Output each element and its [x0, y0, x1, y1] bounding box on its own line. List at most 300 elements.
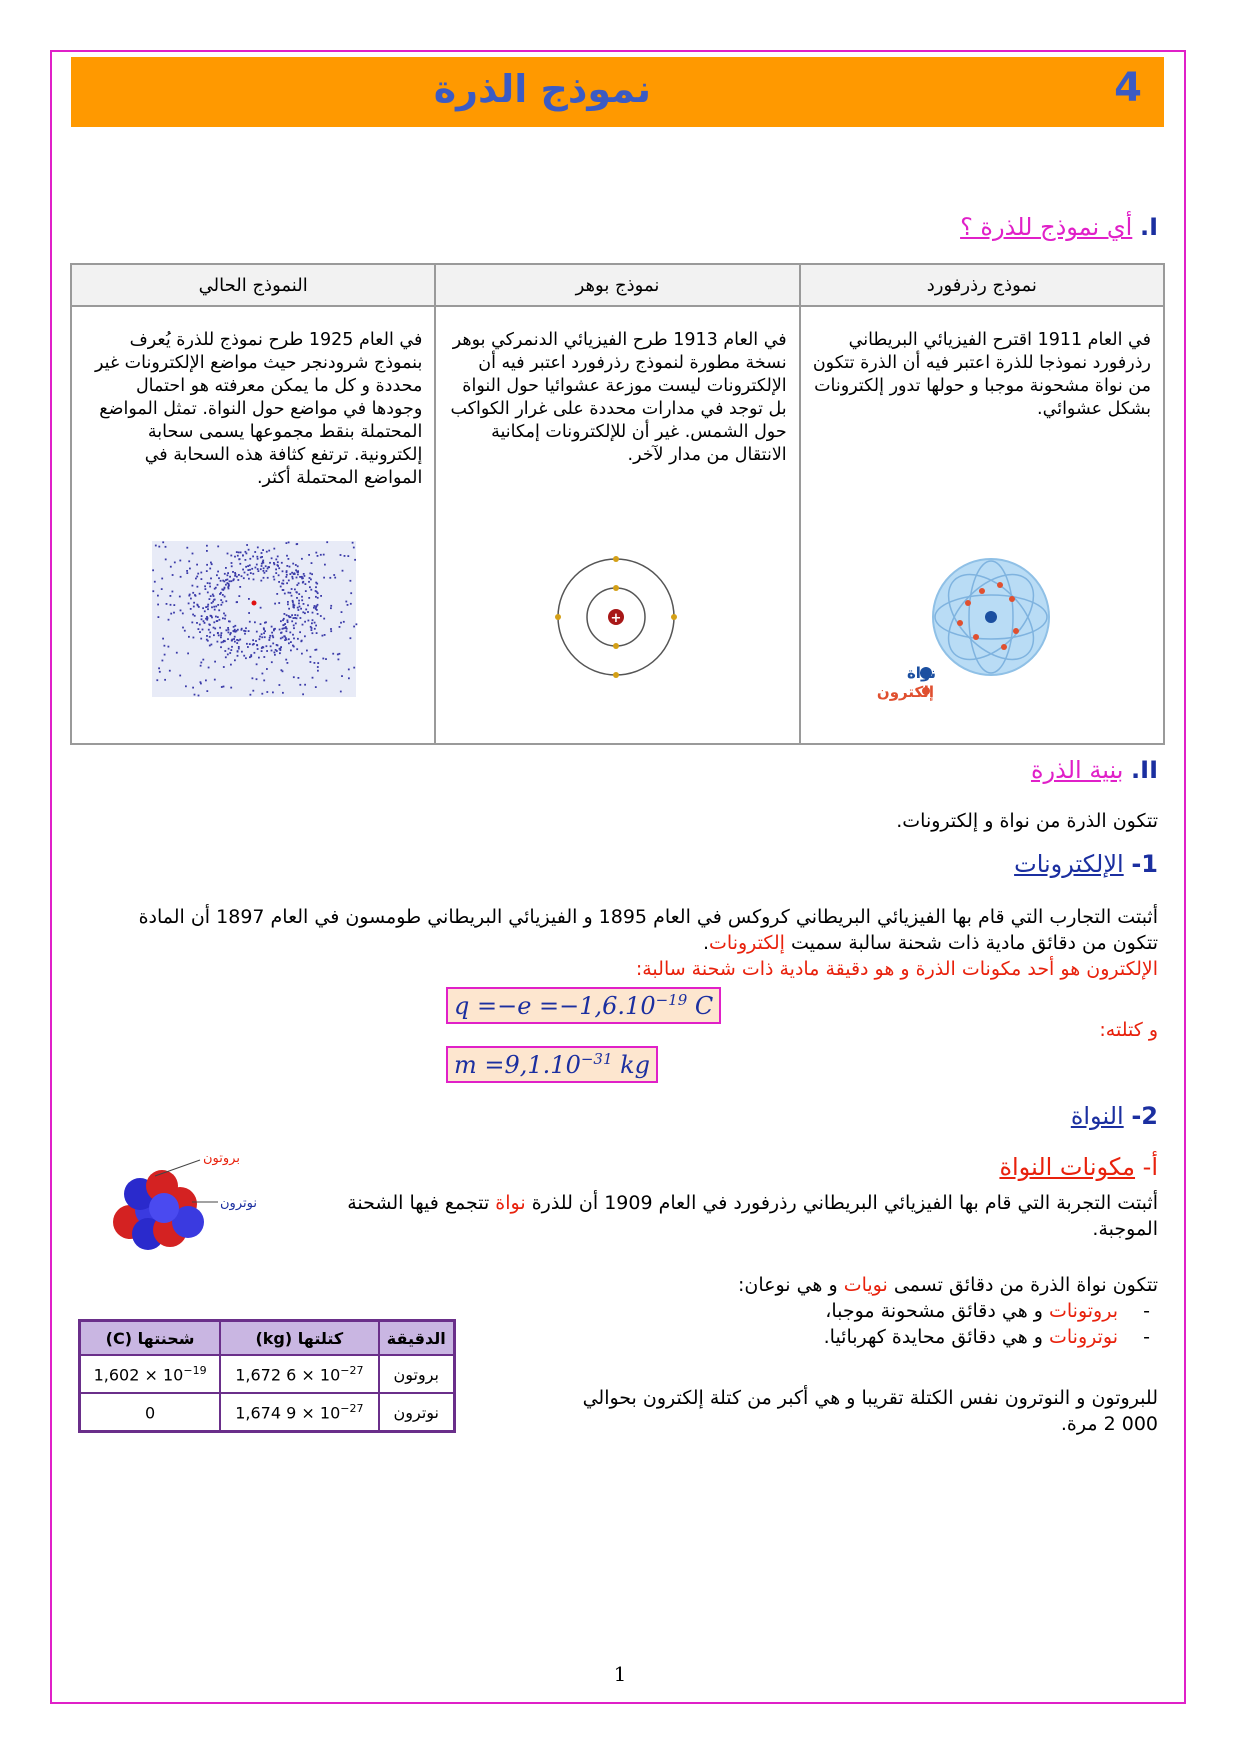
- cloud-dot: [272, 643, 274, 645]
- cloud-dot: [292, 563, 294, 565]
- cloud-dot: [180, 576, 182, 578]
- cloud-dot: [192, 553, 194, 555]
- cloud-dot: [237, 629, 239, 631]
- cloud-dot: [252, 677, 254, 679]
- cloud-dot: [245, 627, 247, 629]
- cloud-dot: [287, 603, 289, 605]
- cloud-dot: [250, 572, 252, 574]
- cloud-dot: [288, 615, 290, 617]
- cloud-dot: [308, 597, 310, 599]
- cloud-dot: [230, 687, 232, 689]
- cell-particle: نوترون: [379, 1393, 455, 1432]
- cloud-dot: [309, 586, 311, 588]
- cloud-dot: [236, 639, 238, 641]
- cloud-dot: [255, 567, 257, 569]
- cloud-dot: [206, 619, 208, 621]
- cloud-dot: [269, 562, 271, 564]
- cloud-dot: [159, 671, 161, 673]
- cloud-dot: [166, 603, 168, 605]
- cloud-dot: [211, 606, 213, 608]
- cloud-dot: [299, 606, 301, 608]
- cloud-dot: [320, 595, 322, 597]
- cloud-dot: [208, 629, 210, 631]
- cloud-dot: [252, 556, 254, 558]
- cloud-dot: [279, 648, 281, 650]
- cloud-dot: [261, 633, 263, 635]
- cloud-dot: [286, 570, 288, 572]
- cloud-dot: [234, 636, 236, 638]
- cloud-dot: [164, 645, 166, 647]
- cloud-dot: [221, 632, 223, 634]
- cloud-dot: [280, 638, 282, 640]
- cloud-dot: [312, 612, 314, 614]
- cloud-dot: [253, 579, 255, 581]
- cloud-dot: [292, 578, 294, 580]
- cloud-dot: [308, 620, 310, 622]
- cloud-dot: [322, 635, 324, 637]
- cloud-dot: [298, 582, 300, 584]
- cloud-dot: [228, 648, 230, 650]
- current-model-text: في العام 1925 طرح نموذج للذرة يُعرف بنموذج شرودنجر حيث مواضع الإلكترونات غير محددة و كل ما يمكن معرفته هو احتمال وجودها في مواضع حول النواة. تمثل المواضع المحتملة بنقط مجموعها يسمى سحابة إلكترونية. ترتفع كثافة هذه السحابة في المواضع المحتملة أكثر.: [95, 330, 423, 488]
- cloud-dot: [224, 581, 226, 583]
- cloud-dot: [307, 611, 309, 613]
- cloud-dot: [314, 628, 316, 630]
- cloud-dot: [207, 582, 209, 584]
- section1-heading: I. أي نموذج للذرة ؟: [960, 213, 1158, 241]
- cloud-dot: [311, 622, 313, 624]
- cloud-dot: [261, 650, 263, 652]
- mass-label: و كتلته:: [1099, 1019, 1158, 1041]
- cloud-dot: [237, 579, 239, 581]
- cloud-dot: [288, 608, 290, 610]
- cloud-dot: [334, 577, 336, 579]
- cloud-dot: [209, 598, 211, 600]
- page-title: نموذج الذرة: [433, 67, 651, 111]
- cloud-dot: [210, 562, 212, 564]
- cloud-dot: [287, 662, 289, 664]
- cloud-dot: [165, 546, 167, 548]
- cloud-dot: [301, 558, 303, 560]
- cloud-dot: [266, 650, 268, 652]
- cloud-dot: [330, 628, 332, 630]
- cloud-dot: [222, 589, 224, 591]
- cloud-dot: [219, 627, 221, 629]
- cloud-dot: [332, 653, 334, 655]
- cloud-dot: [260, 580, 262, 582]
- cloud-dot: [274, 654, 276, 656]
- cloud-dot: [205, 588, 207, 590]
- cloud-dot: [263, 567, 265, 569]
- label-nucleus: نواة: [906, 664, 936, 682]
- cloud-dot: [317, 670, 319, 672]
- cloud-dot: [225, 579, 227, 581]
- cloud-dot: [235, 573, 237, 575]
- cloud-dot: [231, 565, 233, 567]
- cloud-dot: [297, 615, 299, 617]
- model-cell-rutherford: [800, 306, 1164, 744]
- cloud-dot: [206, 570, 208, 572]
- cloud-dot: [179, 675, 181, 677]
- th-particle: الدقيقة: [379, 1321, 455, 1356]
- cloud-dot: [206, 550, 208, 552]
- cloud-dot: [313, 607, 315, 609]
- electrons-paragraph: أثبتت التجارب التي قام بها الفيزيائي البريطاني كروكس في العام 1895 و الفيزيائي البريطاني طومسون في العام 1897 أن المادة تتكون من دقائق مادية ذات شحنة سالبة سميت إلكترونات.: [138, 906, 1158, 954]
- cloud-dot: [297, 574, 299, 576]
- cloud-dot: [304, 635, 306, 637]
- cloud-dot: [347, 555, 349, 557]
- cloud-dot: [182, 627, 184, 629]
- cloud-dot: [224, 596, 226, 598]
- cloud-dot: [227, 654, 229, 656]
- cloud-dot: [315, 596, 317, 598]
- cloud-dot: [248, 612, 250, 614]
- cloud-dot: [274, 603, 276, 605]
- cloud-dot: [179, 560, 181, 562]
- cloud-dot: [288, 638, 290, 640]
- cloud-dot: [220, 636, 222, 638]
- cloud-dot: [236, 642, 238, 644]
- cloud-dot: [288, 642, 290, 644]
- th-charge: شحنتها (C): [80, 1321, 221, 1356]
- cloud-dot: [155, 545, 157, 547]
- cloud-dot: [245, 559, 247, 561]
- cloud-dot: [304, 575, 306, 577]
- cloud-dot: [266, 691, 268, 693]
- cloud-dot: [300, 608, 302, 610]
- cloud-dot: [241, 575, 243, 577]
- cloud-dot: [296, 543, 298, 545]
- cloud-dot: [199, 624, 201, 626]
- nucleus-paragraph-1: أثبتت التجربة التي قام بها الفيزيائي البريطاني رذرفورد في العام 1909 أن للذرة نواة تتجمع فيها الشحنة الموجبة.: [347, 1192, 1158, 1240]
- cloud-dot: [314, 622, 316, 624]
- cloud-dot: [170, 595, 172, 597]
- cloud-dot: [294, 573, 296, 575]
- cloud-dot: [263, 577, 265, 579]
- title-banner: [71, 57, 1164, 127]
- chapter-number: 4: [1114, 65, 1142, 111]
- cloud-dot: [168, 646, 170, 648]
- cloud-dot: [217, 604, 219, 606]
- cloud-dot: [301, 599, 303, 601]
- cloud-dot: [286, 582, 288, 584]
- cell-charge: 0: [80, 1393, 221, 1432]
- cloud-dot: [301, 640, 303, 642]
- cloud-dot: [314, 605, 316, 607]
- cloud-dot: [187, 653, 189, 655]
- cloud-dot: [280, 620, 282, 622]
- cloud-dot: [263, 627, 265, 629]
- cloud-dot: [264, 622, 266, 624]
- cloud-dot: [192, 687, 194, 689]
- cloud-dot: [309, 577, 311, 579]
- cloud-dot: [289, 632, 291, 634]
- cloud-dot: [341, 675, 343, 677]
- cloud-dot: [308, 581, 310, 583]
- cloud-dot: [229, 621, 231, 623]
- cloud-dot: [273, 576, 275, 578]
- section2-intro: تتكون الذرة من نواة و إلكترونات.: [896, 810, 1158, 832]
- cloud-dot: [212, 594, 214, 596]
- label-electron: إلكترون: [876, 683, 934, 701]
- cloud-dot: [249, 564, 251, 566]
- cloud-dot: [316, 632, 318, 634]
- cloud-dot: [202, 659, 204, 661]
- cloud-dot: [288, 542, 290, 544]
- cloud-dot: [282, 570, 284, 572]
- cloud-dot: [282, 628, 284, 630]
- cloud-dot: [249, 643, 251, 645]
- cloud-dot: [227, 627, 229, 629]
- cloud-dot: [249, 621, 251, 623]
- cloud-dot: [200, 638, 202, 640]
- bohr-atom-image: [546, 547, 686, 687]
- charge-formula: $q =-e =-1,6.10^{-19}$ C: [446, 987, 721, 1024]
- cloud-dot: [337, 654, 339, 656]
- cloud-dot: [262, 646, 264, 648]
- cloud-dot: [225, 600, 227, 602]
- cloud-dot: [343, 621, 345, 623]
- cloud-dot: [262, 673, 264, 675]
- cloud-dot: [208, 667, 210, 669]
- cloud-dot: [304, 621, 306, 623]
- svg-text:+: +: [610, 611, 622, 626]
- cloud-dot: [169, 670, 171, 672]
- cloud-dot: [296, 571, 298, 573]
- cloud-dot: [218, 577, 220, 579]
- cloud-dot: [285, 576, 287, 578]
- cloud-dot: [298, 593, 300, 595]
- cloud-dot: [323, 577, 325, 579]
- cloud-dot: [210, 595, 212, 597]
- cloud-dot: [282, 589, 284, 591]
- cloud-dot: [250, 694, 252, 696]
- cloud-dot: [214, 609, 216, 611]
- cloud-dot: [266, 570, 268, 572]
- cloud-dot: [325, 658, 327, 660]
- cloud-dot: [186, 570, 188, 572]
- cloud-dot: [229, 580, 231, 582]
- cloud-dot: [249, 558, 251, 560]
- cloud-dot: [353, 667, 355, 669]
- cloud-dot: [342, 570, 344, 572]
- cloud-dot: [272, 635, 274, 637]
- cloud-dot: [229, 576, 231, 578]
- cloud-dot: [230, 555, 232, 557]
- cloud-dot: [315, 590, 317, 592]
- cloud-dot: [294, 589, 296, 591]
- cloud-dot: [249, 656, 251, 658]
- cloud-dot: [194, 615, 196, 617]
- cloud-dot: [297, 638, 299, 640]
- cloud-dot: [165, 559, 167, 561]
- cloud-dot: [304, 612, 306, 614]
- cloud-dot: [233, 631, 235, 633]
- cloud-dot: [259, 638, 261, 640]
- cloud-dot: [225, 584, 227, 586]
- cloud-dot: [292, 634, 294, 636]
- cloud-dot: [292, 600, 294, 602]
- cloud-dot: [211, 617, 213, 619]
- cloud-dot: [296, 591, 298, 593]
- cloud-dot: [204, 585, 206, 587]
- cloud-dot: [190, 608, 192, 610]
- section2-heading: II. بنية الذرة: [1030, 756, 1158, 784]
- cloud-dot: [170, 604, 172, 606]
- cloud-dot: [211, 563, 213, 565]
- cloud-dot: [239, 563, 241, 565]
- cloud-dot: [245, 566, 247, 568]
- cell-mass: 1,674 $9 \times 10^{-27}$: [220, 1393, 378, 1432]
- cloud-dot: [231, 580, 233, 582]
- cloud-dot: [326, 541, 328, 543]
- cloud-dot: [302, 581, 304, 583]
- cloud-dot: [272, 692, 274, 694]
- cloud-dot: [201, 578, 203, 580]
- cloud-dot: [303, 573, 305, 575]
- cloud-dot: [192, 614, 194, 616]
- nucleus-paragraph-3: للبروتون و النوترون نفس الكتلة تقريبا و هي أكبر من كتلة إلكترون بحوالي 000 2 مرة.: [582, 1387, 1158, 1435]
- cloud-dot: [278, 567, 280, 569]
- cloud-dot: [238, 558, 240, 560]
- cloud-dot: [158, 667, 160, 669]
- cloud-dot: [280, 586, 282, 588]
- cloud-dot: [217, 616, 219, 618]
- cloud-dot: [230, 649, 232, 651]
- cloud-dot: [215, 606, 217, 608]
- cloud-dot: [214, 588, 216, 590]
- cloud-dot: [228, 632, 230, 634]
- cloud-dot: [228, 585, 230, 587]
- cloud-dot: [217, 632, 219, 634]
- model-header-rutherford: نموذج رذرفورد: [800, 264, 1164, 306]
- cloud-dot: [310, 661, 312, 663]
- cloud-dot: [273, 548, 275, 550]
- cloud-dot: [286, 565, 288, 567]
- cloud-dot: [289, 566, 291, 568]
- cloud-dot: [281, 583, 283, 585]
- cloud-dot: [264, 636, 266, 638]
- cloud-dot: [267, 568, 269, 570]
- cloud-dot: [286, 542, 288, 544]
- cloud-dot: [279, 652, 281, 654]
- cloud-dot: [317, 666, 319, 668]
- cloud-dot: [236, 601, 238, 603]
- cloud-dot: [230, 664, 232, 666]
- cloud-dot: [301, 596, 303, 598]
- cloud-dot: [152, 590, 154, 592]
- cloud-dot: [222, 594, 224, 596]
- cloud-dot: [242, 569, 244, 571]
- cloud-dot: [310, 656, 312, 658]
- cloud-dot: [298, 609, 300, 611]
- cloud-dot: [260, 568, 262, 570]
- cloud-dot: [317, 597, 319, 599]
- cloud-dot: [263, 570, 265, 572]
- cloud-dot: [234, 625, 236, 627]
- cloud-dot: [276, 593, 278, 595]
- cloud-dot: [256, 678, 258, 680]
- cloud-dot: [253, 643, 255, 645]
- cloud-dot: [339, 626, 341, 628]
- cloud-dot: [323, 618, 325, 620]
- cloud-dot: [223, 666, 225, 668]
- cloud-dot: [333, 574, 335, 576]
- cloud-dot: [312, 619, 314, 621]
- cloud-dot: [278, 602, 280, 604]
- cloud-dot: [192, 585, 194, 587]
- cloud-dot: [211, 644, 213, 646]
- cloud-dot: [287, 620, 289, 622]
- cloud-dot: [282, 624, 284, 626]
- cloud-dot: [266, 668, 268, 670]
- cloud-dot: [353, 547, 355, 549]
- cloud-dot: [168, 619, 170, 621]
- cloud-dot: [279, 684, 281, 686]
- cloud-dot: [348, 677, 350, 679]
- cloud-dot: [241, 629, 243, 631]
- cloud-dot: [261, 693, 263, 695]
- page-number: 1: [613, 1662, 627, 1686]
- cloud-dot: [289, 592, 291, 594]
- cloud-dot: [248, 578, 250, 580]
- cloud-dot: [296, 648, 298, 650]
- cloud-dot: [221, 642, 223, 644]
- cloud-dot: [227, 572, 229, 574]
- cloud-dot: [218, 609, 220, 611]
- cloud-dot: [220, 646, 222, 648]
- cloud-dot: [186, 547, 188, 549]
- cloud-dot: [222, 617, 224, 619]
- cloud-dot: [193, 602, 195, 604]
- electrons-heading: 1- الإلكترونات: [1014, 850, 1158, 878]
- cloud-dot: [210, 578, 212, 580]
- cloud-dot: [249, 569, 251, 571]
- cloud-dot: [236, 551, 238, 553]
- cell-charge: $1,602 \times 10^{-19}$: [80, 1355, 221, 1393]
- cloud-dot: [217, 571, 219, 573]
- cloud-dot: [225, 615, 227, 617]
- cloud-dot: [213, 634, 215, 636]
- cloud-dot: [293, 676, 295, 678]
- cloud-dot: [214, 599, 216, 601]
- cloud-dot: [275, 649, 277, 651]
- cloud-dot: [246, 643, 248, 645]
- cloud-dot: [271, 557, 273, 559]
- cloud-dot: [209, 586, 211, 588]
- cloud-dot: [197, 573, 199, 575]
- bullet-protons: - بروتونات و هي دقائق مشحونة موجبا،: [500, 1298, 1158, 1324]
- cloud-dot: [220, 604, 222, 606]
- mass-formula: $m =9,1.10^{-31}$ kg: [446, 1046, 658, 1083]
- cloud-dot: [262, 549, 264, 551]
- cloud-dot: [293, 638, 295, 640]
- cloud-dot: [295, 564, 297, 566]
- cloud-dot: [200, 572, 202, 574]
- cloud-dot: [274, 652, 276, 654]
- cloud-dot: [172, 574, 174, 576]
- cloud-dot: [286, 555, 288, 557]
- cloud-dot: [312, 632, 314, 634]
- cloud-dot: [326, 680, 328, 682]
- cloud-dot: [275, 569, 277, 571]
- cloud-dot: [209, 624, 211, 626]
- cloud-dot: [217, 641, 219, 643]
- cloud-dot: [266, 551, 268, 553]
- cloud-dot: [305, 609, 307, 611]
- cloud-dot: [210, 615, 212, 617]
- cloud-dot: [207, 608, 209, 610]
- cloud-dot: [276, 644, 278, 646]
